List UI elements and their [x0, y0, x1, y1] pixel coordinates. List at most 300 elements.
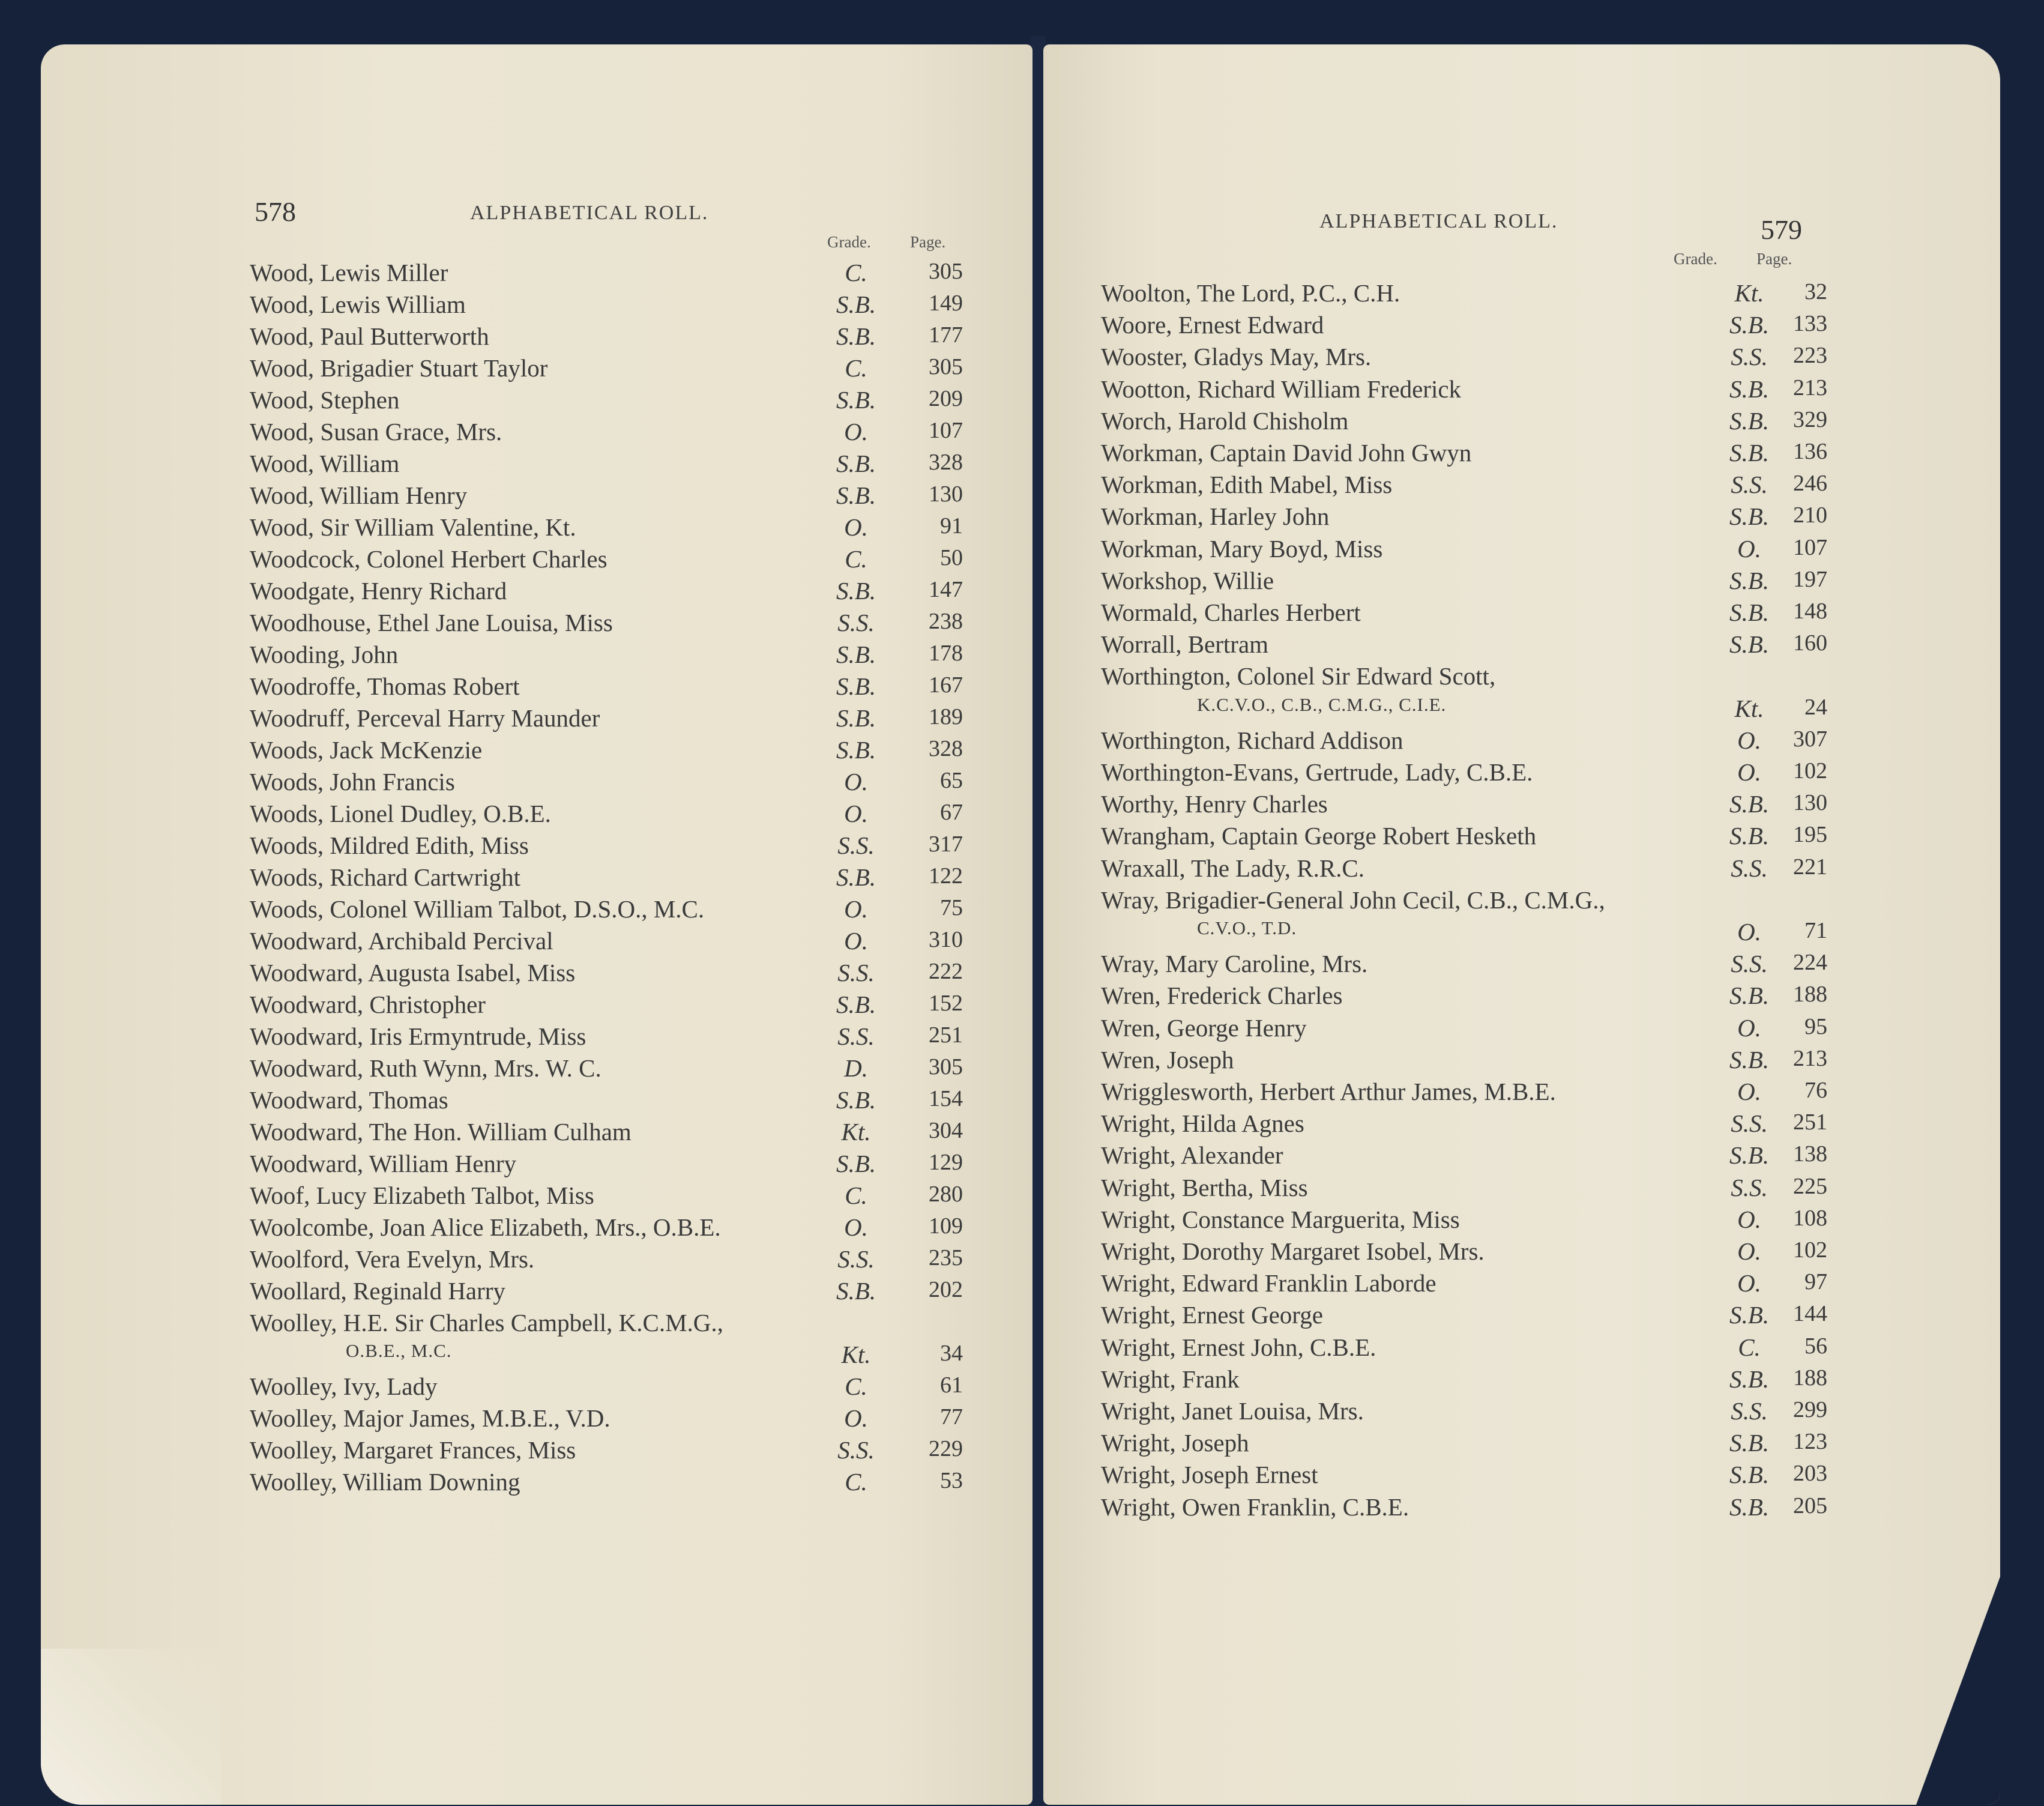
entry-name: Wright, Constance Marguerita, Miss	[1101, 1205, 1460, 1233]
entry-page: 97	[1804, 1269, 1827, 1295]
entry-page: 122	[929, 863, 963, 889]
entry-name: Woolton, The Lord, P.C., C.H.	[1101, 279, 1400, 307]
entry-page: 310	[929, 927, 963, 952]
roll-entry	[250, 481, 963, 511]
roll-entry	[250, 1245, 963, 1275]
entry-name: Wright, Frank	[1101, 1365, 1240, 1393]
roll-entry	[1101, 1365, 1827, 1395]
corner-shade	[41, 1649, 221, 1805]
roll-entry	[1101, 1013, 1827, 1043]
roll-entry	[1101, 694, 1827, 724]
entry-name: Woods, Mildred Edith, Miss	[250, 832, 529, 859]
roll-entry	[1101, 310, 1827, 340]
roll-entry	[1101, 1109, 1827, 1139]
roll-entry	[1101, 1205, 1827, 1235]
entry-grade: O.	[1737, 1237, 1761, 1265]
entry-page: 133	[1793, 311, 1827, 337]
entry-page: 130	[929, 482, 963, 507]
entry-page: 209	[929, 386, 963, 411]
entry-page: 177	[929, 322, 963, 348]
entry-name: Woolford, Vera Evelyn, Mrs.	[250, 1245, 535, 1273]
entry-grade: S.B.	[1729, 982, 1770, 1010]
entry-grade: O.	[844, 927, 868, 955]
roll-entry	[250, 417, 963, 447]
entry-name: Wood, Sir William Valentine, Kt.	[250, 513, 576, 541]
roll-entry	[250, 1467, 963, 1497]
entry-page: 129	[929, 1150, 963, 1175]
roll-entry	[1101, 342, 1827, 372]
entry-page: 188	[1793, 1365, 1827, 1391]
entry-name: Wren, George Henry	[1101, 1013, 1307, 1042]
entry-name: Wrangham, Captain George Robert Hesketh	[1101, 822, 1537, 850]
entry-grade: S.B.	[836, 482, 876, 509]
roll-entry	[250, 608, 963, 638]
entry-grade: O.	[844, 513, 868, 541]
entry-grade: S.B.	[1729, 790, 1770, 818]
entry-name: Wood, Lewis Miller	[250, 259, 448, 286]
entry-page: 328	[929, 450, 963, 475]
entry-grade: O.	[844, 1404, 868, 1432]
roll-entry	[250, 863, 963, 893]
entry-page: 224	[1793, 950, 1827, 976]
entry-name: Wood, Susan Grace, Mrs.	[250, 418, 502, 445]
entry-name: Wood, Paul Butterworth	[250, 322, 489, 350]
entry-grade: S.S.	[837, 1436, 875, 1464]
entry-name: Woodward, Thomas	[250, 1086, 448, 1114]
entry-page: 213	[1793, 1045, 1827, 1071]
entry-page: 195	[1793, 822, 1827, 848]
entry-grade: O.	[1737, 1013, 1761, 1042]
entry-name: Worthington, Colonel Sir Edward Scott,	[1101, 662, 1496, 690]
entry-name: Woodward, The Hon. William Culham	[250, 1118, 632, 1146]
entry-grade: S.B.	[1729, 1429, 1770, 1457]
roll-entry	[250, 895, 963, 925]
entry-page: 307	[1793, 726, 1827, 752]
entry-page: 50	[940, 545, 963, 570]
entry-name: Wright, Ernest George	[1101, 1301, 1323, 1329]
entry-page: 304	[929, 1118, 963, 1143]
roll-entry	[1101, 406, 1827, 436]
entry-name: Wooding, John	[250, 641, 399, 668]
entry-grade: S.B.	[836, 1277, 876, 1305]
entry-grade: S.S.	[1731, 1110, 1768, 1138]
running-head: ALPHABETICAL ROLL.	[1319, 210, 1558, 232]
entry-page: 202	[929, 1277, 963, 1302]
entry-grade: O.	[844, 800, 868, 827]
roll-entry	[1101, 981, 1827, 1011]
entry-page: 280	[929, 1182, 963, 1207]
entry-grade: S.B.	[836, 991, 876, 1018]
entry-name: Wood, Stephen	[250, 386, 400, 414]
entry-name: Wright, Janet Louisa, Mrs.	[1101, 1397, 1364, 1425]
entry-page: 91	[940, 513, 963, 539]
entry-page: 317	[929, 832, 963, 857]
entry-name: C.V.O., T.D.	[1197, 917, 1297, 938]
entry-name: Wright, Ernest John, C.B.E.	[1101, 1333, 1376, 1361]
page-column-header: Page.	[1756, 250, 1792, 268]
entry-page: 223	[1793, 343, 1827, 369]
entry-name: Wood, Lewis William	[250, 291, 466, 318]
entry-grade: O.	[1737, 758, 1761, 786]
entry-grade: S.B.	[836, 1086, 876, 1114]
entry-name: Workman, Edith Mabel, Miss	[1101, 471, 1393, 499]
entry-grade: O.	[844, 768, 868, 796]
entry-name: Worthington, Richard Addison	[1101, 726, 1403, 754]
entry-page: 229	[929, 1436, 963, 1461]
entry-page: 328	[929, 736, 963, 761]
entry-name: Woolley, H.E. Sir Charles Campbell, K.C.M.G.,	[250, 1309, 723, 1336]
entry-page: 130	[1793, 790, 1827, 816]
entry-name: Workman, Captain David John Gwyn	[1101, 439, 1472, 467]
entry-page: 24	[1804, 694, 1827, 720]
entry-grade: S.B.	[1729, 1493, 1770, 1521]
roll-entry	[1101, 598, 1827, 628]
entry-name: Wood, Brigadier Stuart Taylor	[250, 354, 548, 382]
entry-page: 205	[1793, 1493, 1827, 1518]
entry-page: 251	[1793, 1110, 1827, 1135]
entry-grade: O.	[844, 1213, 868, 1241]
entry-name: Wrigglesworth, Herbert Arthur James, M.B.E.	[1101, 1078, 1556, 1105]
entry-page: 95	[1804, 1013, 1827, 1039]
entry-page: 203	[1793, 1461, 1827, 1487]
entry-page: 189	[929, 704, 963, 729]
roll-entry	[250, 1117, 963, 1147]
entry-name: Woodroffe, Thomas Robert	[250, 672, 520, 700]
running-head: ALPHABETICAL ROLL.	[470, 202, 709, 224]
entry-page: 225	[1793, 1173, 1827, 1199]
entry-grade: S.B.	[836, 291, 876, 318]
entry-grade: C.	[845, 1373, 867, 1400]
roll-entry	[1101, 1428, 1827, 1458]
entry-page: 53	[940, 1468, 963, 1493]
entry-grade: S.S.	[1731, 1173, 1768, 1201]
grade-column-header: Grade.	[1674, 250, 1717, 268]
roll-entry	[250, 1340, 963, 1370]
roll-entry	[1101, 438, 1827, 468]
entry-name: Woollard, Reginald Harry	[250, 1277, 505, 1305]
entry-grade: C.	[845, 259, 867, 286]
entry-name: Wooster, Gladys May, Mrs.	[1101, 343, 1372, 371]
entry-page: 136	[1793, 439, 1827, 464]
entry-grade: S.B.	[836, 450, 876, 477]
page-column-header: Page.	[910, 233, 946, 251]
entry-name: Woodward, Christopher	[250, 991, 486, 1018]
entry-name: Woolcombe, Joan Alice Elizabeth, Mrs., O.B.E.	[250, 1213, 721, 1241]
roll-entry	[250, 1054, 963, 1084]
entry-page: 213	[1793, 375, 1827, 400]
roll-entry	[1101, 1460, 1827, 1490]
entry-page: 167	[929, 672, 963, 698]
entry-name: Wray, Mary Caroline, Mrs.	[1101, 950, 1368, 978]
entry-grade: Kt.	[1734, 279, 1764, 307]
roll-entry	[250, 449, 963, 479]
entry-name: Wootton, Richard William Frederick	[1101, 375, 1462, 403]
roll-entry	[250, 1181, 963, 1211]
roll-entry	[1101, 790, 1827, 820]
roll-entry	[1101, 662, 1827, 692]
entry-page: 138	[1793, 1141, 1827, 1167]
entry-grade: S.B.	[1729, 406, 1770, 435]
entry-page: 56	[1804, 1333, 1827, 1359]
entry-grade: O.	[844, 418, 868, 445]
roll-entry	[250, 672, 963, 702]
entry-grade: S.B.	[836, 863, 876, 891]
entry-page: 210	[1793, 503, 1827, 528]
entry-grade: O.	[1737, 1078, 1761, 1105]
entry-name: Wood, William Henry	[250, 482, 468, 509]
entry-name: Workman, Harley John	[1101, 503, 1330, 531]
entry-page: 305	[929, 259, 963, 284]
entry-name: Woodhouse, Ethel Jane Louisa, Miss	[250, 609, 613, 636]
entry-grade: C.	[845, 354, 867, 382]
entry-name: Woodward, Augusta Isabel, Miss	[250, 959, 576, 986]
entry-grade: S.S.	[1731, 343, 1768, 371]
entry-page: 144	[1793, 1301, 1827, 1327]
entry-grade: S.B.	[1729, 1141, 1770, 1170]
roll-entry	[1101, 854, 1827, 884]
entry-page: 246	[1793, 471, 1827, 497]
roll-entry	[1101, 1237, 1827, 1267]
roll-entry	[250, 354, 963, 384]
entry-page: 160	[1793, 630, 1827, 656]
entry-page: 152	[929, 991, 963, 1016]
roll-entry	[1101, 1493, 1827, 1523]
roll-entry	[250, 545, 963, 575]
entry-grade: S.S.	[1731, 1397, 1768, 1425]
entry-name: Woore, Ernest Edward	[1101, 311, 1324, 339]
roll-entry	[1101, 1333, 1827, 1363]
roll-entry	[1101, 470, 1827, 500]
corner-cut	[1916, 1577, 2000, 1805]
entry-page: 61	[940, 1373, 963, 1398]
entry-grade: S.B.	[836, 672, 876, 700]
entry-name: Woods, Colonel William Talbot, D.S.O., M.C.	[250, 895, 705, 923]
entry-name: Wright, Edward Franklin Laborde	[1101, 1269, 1437, 1297]
entry-page: 123	[1793, 1429, 1827, 1455]
entry-page: 329	[1793, 406, 1827, 432]
roll-entry	[250, 290, 963, 320]
entry-page: 305	[929, 354, 963, 379]
entry-name: Wormald, Charles Herbert	[1101, 599, 1361, 626]
entry-grade: O.	[844, 895, 868, 923]
entry-page: 102	[1793, 1237, 1827, 1263]
entry-grade: C.	[845, 1182, 867, 1209]
entry-name: Worthington-Evans, Gertrude, Lady, C.B.E.	[1101, 758, 1533, 786]
roll-entry	[1101, 886, 1827, 916]
entry-grade: S.B.	[836, 641, 876, 668]
entry-page: 71	[1804, 918, 1827, 943]
roll-entry	[250, 1404, 963, 1434]
roll-entry	[1101, 279, 1827, 309]
entry-grade: S.B.	[1729, 503, 1770, 531]
entry-name: Worthy, Henry Charles	[1101, 790, 1328, 818]
entry-name: Wray, Brigadier-General John Cecil, C.B., C.M.G.,	[1101, 886, 1605, 914]
roll-entry	[1101, 1397, 1827, 1427]
entry-page: 147	[929, 577, 963, 602]
roll-entry	[1101, 949, 1827, 979]
page-number: 579	[1761, 214, 1802, 245]
entry-name: Woodruff, Perceval Harry Maunder	[250, 704, 600, 732]
entry-grade: D.	[844, 1054, 868, 1082]
entry-page: 77	[940, 1404, 963, 1430]
roll-entry	[250, 704, 963, 734]
entry-grade: Kt.	[841, 1118, 871, 1146]
entry-grade: S.B.	[836, 577, 876, 605]
entry-grade: S.B.	[1729, 311, 1770, 339]
entry-grade: S.S.	[1731, 854, 1768, 882]
roll-entry	[250, 990, 963, 1020]
entry-grade: S.B.	[836, 704, 876, 732]
entry-page: 305	[929, 1054, 963, 1080]
entry-page: 299	[1793, 1397, 1827, 1422]
entry-page: 222	[929, 959, 963, 984]
roll-entry	[250, 576, 963, 606]
entry-page: 197	[1793, 566, 1827, 592]
entry-page: 32	[1804, 279, 1827, 304]
entry-page: 221	[1793, 854, 1827, 880]
entry-page: 107	[929, 418, 963, 443]
roll-entry	[1101, 1269, 1827, 1299]
entry-name: Woof, Lucy Elizabeth Talbot, Miss	[250, 1182, 594, 1209]
entry-page: 149	[929, 291, 963, 316]
entry-name: Woodcock, Colonel Herbert Charles	[250, 545, 607, 573]
entry-grade: Kt.	[1734, 694, 1764, 722]
roll-entry	[1101, 1045, 1827, 1075]
entry-grade: C.	[1738, 1333, 1761, 1361]
entry-grade: S.B.	[1729, 439, 1770, 467]
entry-name: Woodward, William Henry	[250, 1150, 517, 1177]
entry-grade: O.	[1737, 1269, 1761, 1297]
entry-grade: O.	[1737, 918, 1761, 946]
entry-grade: C.	[845, 545, 867, 573]
roll-entry	[250, 958, 963, 988]
entry-grade: S.S.	[837, 1245, 875, 1273]
roll-entry	[250, 1372, 963, 1402]
entry-name: Wraxall, The Lady, R.R.C.	[1101, 854, 1365, 882]
entry-grade: Kt.	[841, 1341, 871, 1368]
entry-page: 109	[929, 1213, 963, 1239]
entry-name: Woodward, Ruth Wynn, Mrs. W. C.	[250, 1054, 601, 1082]
entry-grade: S.B.	[1729, 822, 1770, 850]
entry-page: 148	[1793, 599, 1827, 624]
roll-entry	[1101, 502, 1827, 532]
roll-entry	[1101, 758, 1827, 788]
roll-entry	[250, 799, 963, 829]
entry-grade: O.	[1737, 534, 1761, 563]
roll-entry	[1101, 1173, 1827, 1203]
entry-page: 108	[1793, 1205, 1827, 1231]
roll-entry	[250, 258, 963, 288]
entry-name: Woolley, William Downing	[250, 1468, 520, 1496]
roll-entry	[250, 322, 963, 352]
roll-entry	[1101, 726, 1827, 756]
entry-name: Wren, Joseph	[1101, 1045, 1234, 1074]
entry-grade: S.S.	[1731, 471, 1768, 499]
entry-grade: S.S.	[837, 959, 875, 986]
roll-entry	[250, 767, 963, 797]
entry-grade: S.S.	[837, 832, 875, 859]
entry-grade: S.B.	[1729, 566, 1770, 594]
roll-entry	[250, 831, 963, 861]
entry-name: Wright, Bertha, Miss	[1101, 1173, 1308, 1201]
entry-name: Woods, John Francis	[250, 768, 455, 796]
roll-entry	[250, 1149, 963, 1179]
entry-grade: S.B.	[836, 736, 876, 764]
left-page	[41, 44, 1033, 1805]
entry-name: Wright, Hilda Agnes	[1101, 1110, 1304, 1138]
roll-entry	[250, 1022, 963, 1052]
roll-entry	[250, 1086, 963, 1116]
entry-name: Woods, Jack McKenzie	[250, 736, 483, 764]
entry-grade: S.B.	[1729, 1045, 1770, 1074]
entry-name: Woodward, Archibald Percival	[250, 927, 553, 955]
entry-grade: S.B.	[1729, 1461, 1770, 1489]
entry-name: O.B.E., M.C.	[346, 1340, 452, 1361]
roll-entry	[250, 640, 963, 670]
roll-entry	[250, 513, 963, 543]
roll-entry	[1101, 821, 1827, 851]
entry-name: Wright, Dorothy Margaret Isobel, Mrs.	[1101, 1237, 1485, 1265]
entry-page: 235	[929, 1245, 963, 1270]
entry-name: Woolley, Margaret Frances, Miss	[250, 1436, 576, 1464]
entry-name: Wren, Frederick Charles	[1101, 982, 1343, 1010]
entry-grade: S.B.	[1729, 1365, 1770, 1393]
entry-grade: S.B.	[836, 386, 876, 414]
entry-page: 238	[929, 609, 963, 634]
roll-entry	[250, 735, 963, 766]
entry-name: Woodgate, Henry Richard	[250, 577, 507, 605]
entry-name: Worrall, Bertram	[1101, 630, 1269, 659]
entry-name: Woodward, Iris Ermyntrude, Miss	[250, 1022, 586, 1050]
entry-name: Woolley, Ivy, Lady	[250, 1373, 438, 1400]
roll-entry	[250, 1276, 963, 1306]
entry-grade: S.B.	[836, 322, 876, 350]
roll-entry	[250, 1213, 963, 1243]
entry-grade: S.S.	[1731, 950, 1768, 978]
roll-entry	[250, 1308, 963, 1338]
entry-name: Worch, Harold Chisholm	[1101, 406, 1349, 435]
entry-grade: O.	[1737, 726, 1761, 754]
entry-page: 107	[1793, 534, 1827, 560]
entry-name: Woods, Lionel Dudley, O.B.E.	[250, 800, 551, 827]
entry-name: Woods, Richard Cartwright	[250, 863, 521, 891]
entry-grade: S.S.	[837, 609, 875, 636]
entry-name: Wright, Owen Franklin, C.B.E.	[1101, 1493, 1409, 1521]
entry-page: 102	[1793, 758, 1827, 784]
roll-entry	[1101, 630, 1827, 660]
entry-name: Wright, Alexander	[1101, 1141, 1283, 1170]
roll-entry	[250, 1436, 963, 1466]
entry-name: K.C.V.O., C.B., C.M.G., C.I.E.	[1197, 693, 1447, 715]
entry-page: 67	[940, 800, 963, 825]
entry-name: Wright, Joseph	[1101, 1429, 1249, 1457]
roll-entry	[1101, 917, 1827, 947]
entry-page: 34	[940, 1341, 963, 1366]
page-number: 578	[255, 196, 296, 227]
entry-name: Workshop, Willie	[1101, 566, 1274, 594]
entry-name: Woolley, Major James, M.B.E., V.D.	[250, 1404, 610, 1432]
entry-name: Wright, Joseph Ernest	[1101, 1461, 1318, 1489]
entry-grade: S.B.	[1729, 630, 1770, 659]
entry-grade: C.	[845, 1468, 867, 1496]
entry-page: 154	[929, 1086, 963, 1111]
entry-grade: S.B.	[836, 1150, 876, 1177]
entry-grade: S.B.	[1729, 375, 1770, 403]
right-page	[1043, 44, 2000, 1805]
entry-page: 178	[929, 641, 963, 666]
roll-entry	[1101, 375, 1827, 405]
entry-grade: O.	[1737, 1205, 1761, 1233]
